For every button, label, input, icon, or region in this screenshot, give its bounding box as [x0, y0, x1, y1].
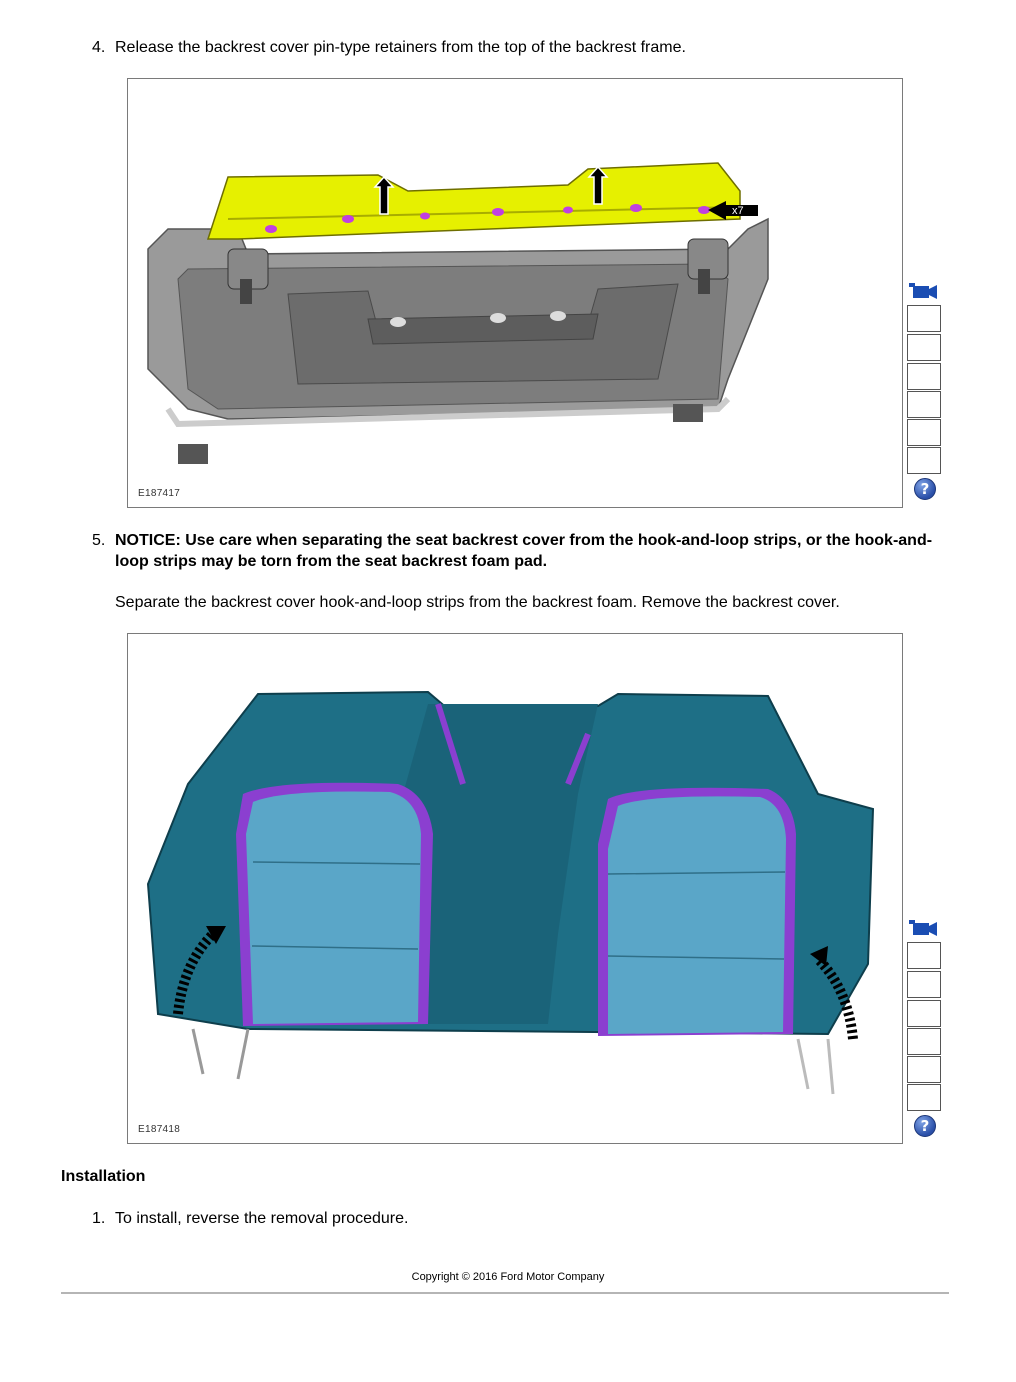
toolbar-button[interactable] — [907, 391, 941, 418]
toolbar-button[interactable] — [907, 942, 941, 969]
step-text: Release the backrest cover pin-type retainers from the top of the backrest frame. — [115, 39, 686, 56]
camera-icon[interactable] — [909, 283, 939, 301]
help-icon[interactable]: ? — [914, 1115, 936, 1137]
camera-icon[interactable] — [909, 920, 939, 938]
step-number: 1. — [92, 1210, 106, 1227]
backrest-cover-illustration — [128, 634, 902, 1143]
help-icon[interactable]: ? — [914, 478, 936, 500]
toolbar-button[interactable] — [907, 334, 941, 361]
copyright-footer: Copyright © 2016 Ford Motor Company — [411, 1271, 605, 1283]
figure-backrest-cover — [127, 633, 903, 1144]
figure-toolbar — [907, 920, 943, 1140]
toolbar-button[interactable] — [907, 305, 941, 332]
figure-id: E187417 — [138, 488, 181, 499]
figure-backrest-frame — [127, 78, 903, 508]
toolbar-button[interactable] — [907, 1028, 941, 1055]
toolbar-button[interactable] — [907, 447, 941, 474]
toolbar-button[interactable] — [907, 1056, 941, 1083]
figure-toolbar — [907, 283, 943, 503]
toolbar-button[interactable] — [907, 1000, 941, 1027]
notice-text: NOTICE: Use care when separating the seat backrest cover from the hook-and-loop strips, or the hook-and-loop strips may be torn from the seat backrest foam pad. — [115, 532, 933, 570]
toolbar-button[interactable] — [907, 419, 941, 446]
footer-divider — [61, 1292, 949, 1294]
section-heading: Installation — [61, 1168, 146, 1185]
toolbar-button[interactable] — [907, 1084, 941, 1111]
toolbar-button[interactable] — [907, 363, 941, 390]
callout-label: x7 — [732, 205, 744, 217]
step-text: To install, reverse the removal procedure. — [115, 1210, 409, 1227]
figure-id: E187418 — [138, 1124, 181, 1135]
backrest-frame-illustration — [128, 79, 902, 507]
step-number: 5. — [92, 532, 106, 549]
step-number: 4. — [92, 39, 106, 56]
toolbar-button[interactable] — [907, 971, 941, 998]
step-text: Separate the backrest cover hook-and-loop strips from the backrest foam. Remove the backrest cover. — [115, 594, 840, 611]
